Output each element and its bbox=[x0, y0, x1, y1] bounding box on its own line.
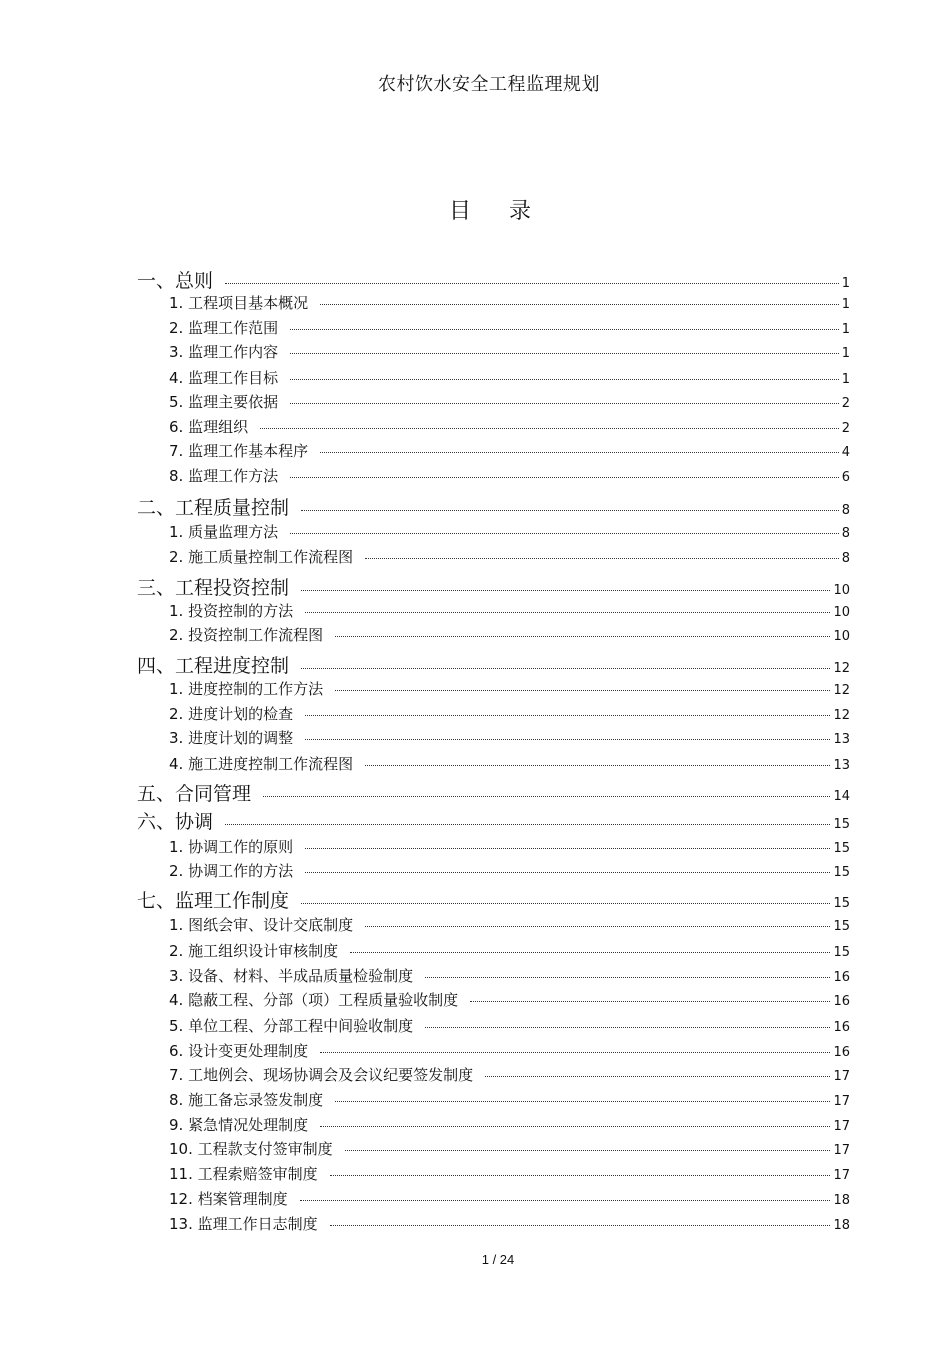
toc-entry-page-number: 12 bbox=[833, 683, 850, 698]
toc-section-entry[interactable] bbox=[169, 1188, 850, 1209]
toc-entry-label: 9. 紧急情况处理制度 bbox=[169, 1116, 309, 1134]
toc-dot-leader bbox=[305, 872, 830, 873]
toc-entry-page-number: 15 bbox=[833, 865, 850, 880]
toc-section-entry[interactable] bbox=[169, 341, 850, 362]
toc-entry-page-number: 15 bbox=[833, 945, 850, 960]
toc-section-entry[interactable] bbox=[169, 1138, 850, 1159]
toc-entry-label: 1. 投资控制的方法 bbox=[169, 602, 294, 620]
toc-section-entry[interactable] bbox=[169, 914, 850, 935]
toc-entry-label: 2. 监理工作范围 bbox=[169, 319, 279, 337]
toc-entry-label: 7. 工地例会、现场协调会及会议纪要签发制度 bbox=[169, 1066, 474, 1084]
toc-entry-label: 6. 设计变更处理制度 bbox=[169, 1042, 309, 1060]
toc-entry-label: 四、工程进度控制 bbox=[137, 655, 290, 677]
toc-dot-leader bbox=[345, 1150, 831, 1151]
toc-chapter-entry[interactable] bbox=[137, 266, 850, 293]
toc-entry-label: 2. 施工组织设计审核制度 bbox=[169, 942, 339, 960]
toc-entry-label: 2. 协调工作的方法 bbox=[169, 862, 294, 880]
toc-entry-page-number: 1 bbox=[841, 346, 850, 361]
toc-entry-page-number: 6 bbox=[841, 470, 850, 485]
toc-section-entry[interactable] bbox=[169, 292, 850, 313]
toc-chapter-entry[interactable] bbox=[137, 651, 850, 678]
toc-dot-leader bbox=[290, 533, 839, 534]
toc-entry-label: 1. 进度控制的工作方法 bbox=[169, 680, 324, 698]
toc-entry-page-number: 17 bbox=[833, 1168, 850, 1183]
toc-entry-label: 二、工程质量控制 bbox=[137, 497, 290, 519]
toc-chapter-entry[interactable] bbox=[137, 779, 850, 806]
toc-dot-leader bbox=[320, 1126, 830, 1127]
toc-dot-leader bbox=[320, 304, 839, 305]
toc-entry-page-number: 17 bbox=[833, 1069, 850, 1084]
toc-section-entry[interactable] bbox=[169, 678, 850, 699]
toc-section-entry[interactable] bbox=[169, 1114, 850, 1135]
toc-entry-page-number: 18 bbox=[833, 1218, 850, 1233]
toc-entry-page-number: 18 bbox=[833, 1193, 850, 1208]
toc-section-entry[interactable] bbox=[169, 465, 850, 486]
toc-entry-label: 12. 档案管理制度 bbox=[169, 1190, 288, 1208]
document-header-title: 农村饮水安全工程监理规划 bbox=[378, 74, 600, 95]
toc-entry-page-number: 16 bbox=[833, 970, 850, 985]
toc-dot-leader bbox=[290, 403, 839, 404]
toc-entry-label: 13. 监理工作日志制度 bbox=[169, 1215, 318, 1233]
toc-entry-label: 2. 投资控制工作流程图 bbox=[169, 626, 324, 644]
toc-dot-leader bbox=[330, 1225, 831, 1226]
toc-section-entry[interactable] bbox=[169, 624, 850, 645]
toc-section-entry[interactable] bbox=[169, 546, 850, 567]
toc-entry-label: 5. 单位工程、分部工程中间验收制度 bbox=[169, 1017, 414, 1035]
toc-dot-leader bbox=[263, 796, 830, 797]
toc-dot-leader bbox=[260, 428, 839, 429]
toc-section-entry[interactable] bbox=[169, 940, 850, 961]
toc-dot-leader bbox=[225, 283, 839, 284]
toc-dot-leader bbox=[225, 824, 830, 825]
toc-entry-label: 1. 图纸会审、设计交底制度 bbox=[169, 916, 354, 934]
toc-dot-leader bbox=[305, 848, 830, 849]
toc-dot-leader bbox=[335, 636, 830, 637]
toc-dot-leader bbox=[470, 1001, 830, 1002]
toc-entry-page-number: 16 bbox=[833, 1045, 850, 1060]
toc-section-entry[interactable] bbox=[169, 1064, 850, 1085]
toc-entry-label: 一、总则 bbox=[137, 270, 214, 292]
toc-section-entry[interactable] bbox=[169, 317, 850, 338]
toc-dot-leader bbox=[305, 612, 830, 613]
toc-entry-page-number: 17 bbox=[833, 1094, 850, 1109]
toc-dot-leader bbox=[320, 452, 839, 453]
toc-section-entry[interactable] bbox=[169, 1213, 850, 1234]
toc-section-entry[interactable] bbox=[169, 703, 850, 724]
toc-dot-leader bbox=[350, 952, 830, 953]
toc-entry-page-number: 10 bbox=[833, 605, 850, 620]
toc-section-entry[interactable] bbox=[169, 521, 850, 542]
toc-entry-page-number: 16 bbox=[833, 994, 850, 1009]
toc-entry-label: 5. 监理主要依据 bbox=[169, 393, 279, 411]
toc-chapter-entry[interactable] bbox=[137, 886, 850, 913]
toc-entry-label: 3. 监理工作内容 bbox=[169, 343, 279, 361]
toc-dot-leader bbox=[365, 926, 830, 927]
toc-entry-page-number: 1 bbox=[841, 372, 850, 387]
toc-entry-label: 三、工程投资控制 bbox=[137, 577, 290, 599]
toc-entry-page-number: 13 bbox=[833, 732, 850, 747]
toc-entry-page-number: 17 bbox=[833, 1119, 850, 1134]
toc-dot-leader bbox=[365, 765, 830, 766]
toc-section-entry[interactable] bbox=[169, 753, 850, 774]
toc-section-entry[interactable] bbox=[169, 1163, 850, 1184]
toc-entry-page-number: 1 bbox=[841, 276, 850, 291]
toc-entry-label: 4. 监理工作目标 bbox=[169, 369, 279, 387]
toc-entry-label: 6. 监理组织 bbox=[169, 418, 249, 436]
toc-chapter-entry[interactable] bbox=[137, 493, 850, 520]
toc-entry-page-number: 15 bbox=[833, 841, 850, 856]
toc-entry-label: 4. 施工进度控制工作流程图 bbox=[169, 755, 354, 773]
toc-dot-leader bbox=[425, 977, 830, 978]
toc-dot-leader bbox=[301, 590, 830, 591]
toc-dot-leader bbox=[330, 1175, 831, 1176]
toc-section-entry[interactable] bbox=[169, 1015, 850, 1036]
toc-entry-label: 7. 监理工作基本程序 bbox=[169, 442, 309, 460]
toc-chapter-entry[interactable] bbox=[137, 807, 850, 834]
toc-entry-label: 1. 工程项目基本概况 bbox=[169, 294, 309, 312]
toc-entry-label: 3. 设备、材料、半成品质量检验制度 bbox=[169, 967, 414, 985]
toc-entry-page-number: 8 bbox=[841, 503, 850, 518]
toc-dot-leader bbox=[485, 1076, 830, 1077]
toc-section-entry[interactable] bbox=[169, 989, 850, 1010]
toc-entry-label: 1. 质量监理方法 bbox=[169, 523, 279, 541]
toc-entry-page-number: 14 bbox=[833, 789, 850, 804]
toc-entry-label: 七、监理工作制度 bbox=[137, 890, 290, 912]
toc-entry-page-number: 1 bbox=[841, 297, 850, 312]
toc-dot-leader bbox=[301, 668, 830, 669]
toc-entry-label: 4. 隐蔽工程、分部（项）工程质量验收制度 bbox=[169, 991, 459, 1009]
toc-dot-leader bbox=[305, 739, 830, 740]
toc-dot-leader bbox=[425, 1027, 830, 1028]
toc-entry-page-number: 8 bbox=[841, 526, 850, 541]
toc-entry-label: 2. 进度计划的检查 bbox=[169, 705, 294, 723]
toc-title: 目录 bbox=[448, 199, 569, 224]
toc-dot-leader bbox=[335, 1101, 830, 1102]
toc-dot-leader bbox=[305, 715, 830, 716]
toc-dot-leader bbox=[290, 379, 839, 380]
toc-dot-leader bbox=[335, 690, 830, 691]
toc-section-entry[interactable] bbox=[169, 1040, 850, 1061]
toc-entry-page-number: 8 bbox=[841, 551, 850, 566]
toc-entry-page-number: 15 bbox=[833, 919, 850, 934]
toc-section-entry[interactable] bbox=[169, 727, 850, 748]
toc-dot-leader bbox=[301, 510, 839, 511]
toc-entry-label: 10. 工程款支付签审制度 bbox=[169, 1140, 333, 1158]
toc-section-entry[interactable] bbox=[169, 416, 850, 437]
toc-entry-page-number: 12 bbox=[833, 661, 850, 676]
toc-section-entry[interactable] bbox=[169, 391, 850, 412]
toc-entry-page-number: 2 bbox=[841, 396, 850, 411]
toc-entry-page-number: 12 bbox=[833, 708, 850, 723]
toc-entry-label: 六、协调 bbox=[137, 811, 214, 833]
toc-entry-page-number: 10 bbox=[833, 629, 850, 644]
toc-section-entry[interactable] bbox=[169, 600, 850, 621]
toc-section-entry[interactable] bbox=[169, 836, 850, 857]
toc-entry-label: 8. 施工备忘录签发制度 bbox=[169, 1091, 324, 1109]
toc-chapter-entry[interactable] bbox=[137, 573, 850, 600]
toc-dot-leader bbox=[301, 903, 830, 904]
toc-entry-page-number: 2 bbox=[841, 421, 850, 436]
toc-dot-leader bbox=[320, 1052, 830, 1053]
toc-entry-label: 11. 工程索赔签审制度 bbox=[169, 1165, 318, 1183]
toc-dot-leader bbox=[300, 1200, 831, 1201]
toc-section-entry[interactable] bbox=[169, 860, 850, 881]
toc-dot-leader bbox=[365, 558, 839, 559]
toc-dot-leader bbox=[290, 353, 839, 354]
toc-entry-label: 2. 施工质量控制工作流程图 bbox=[169, 548, 354, 566]
toc-section-entry[interactable] bbox=[169, 965, 850, 986]
toc-section-entry[interactable] bbox=[169, 1089, 850, 1110]
toc-section-entry[interactable] bbox=[169, 440, 850, 461]
toc-dot-leader bbox=[290, 477, 839, 478]
toc-dot-leader bbox=[290, 329, 839, 330]
toc-entry-page-number: 15 bbox=[833, 817, 850, 832]
toc-entry-page-number: 4 bbox=[841, 445, 850, 460]
toc-entry-page-number: 15 bbox=[833, 896, 850, 911]
toc-entry-page-number: 1 bbox=[841, 322, 850, 337]
toc-entry-label: 五、合同管理 bbox=[137, 783, 252, 805]
toc-entry-page-number: 17 bbox=[833, 1143, 850, 1158]
toc-entry-label: 1. 协调工作的原则 bbox=[169, 838, 294, 856]
toc-entry-page-number: 13 bbox=[833, 758, 850, 773]
toc-entry-page-number: 16 bbox=[833, 1020, 850, 1035]
toc-section-entry[interactable] bbox=[169, 367, 850, 388]
page-indicator: 1 / 24 bbox=[481, 1252, 515, 1267]
toc-entry-label: 8. 监理工作方法 bbox=[169, 467, 279, 485]
toc-entry-page-number: 10 bbox=[833, 583, 850, 598]
toc-entry-label: 3. 进度计划的调整 bbox=[169, 729, 294, 747]
